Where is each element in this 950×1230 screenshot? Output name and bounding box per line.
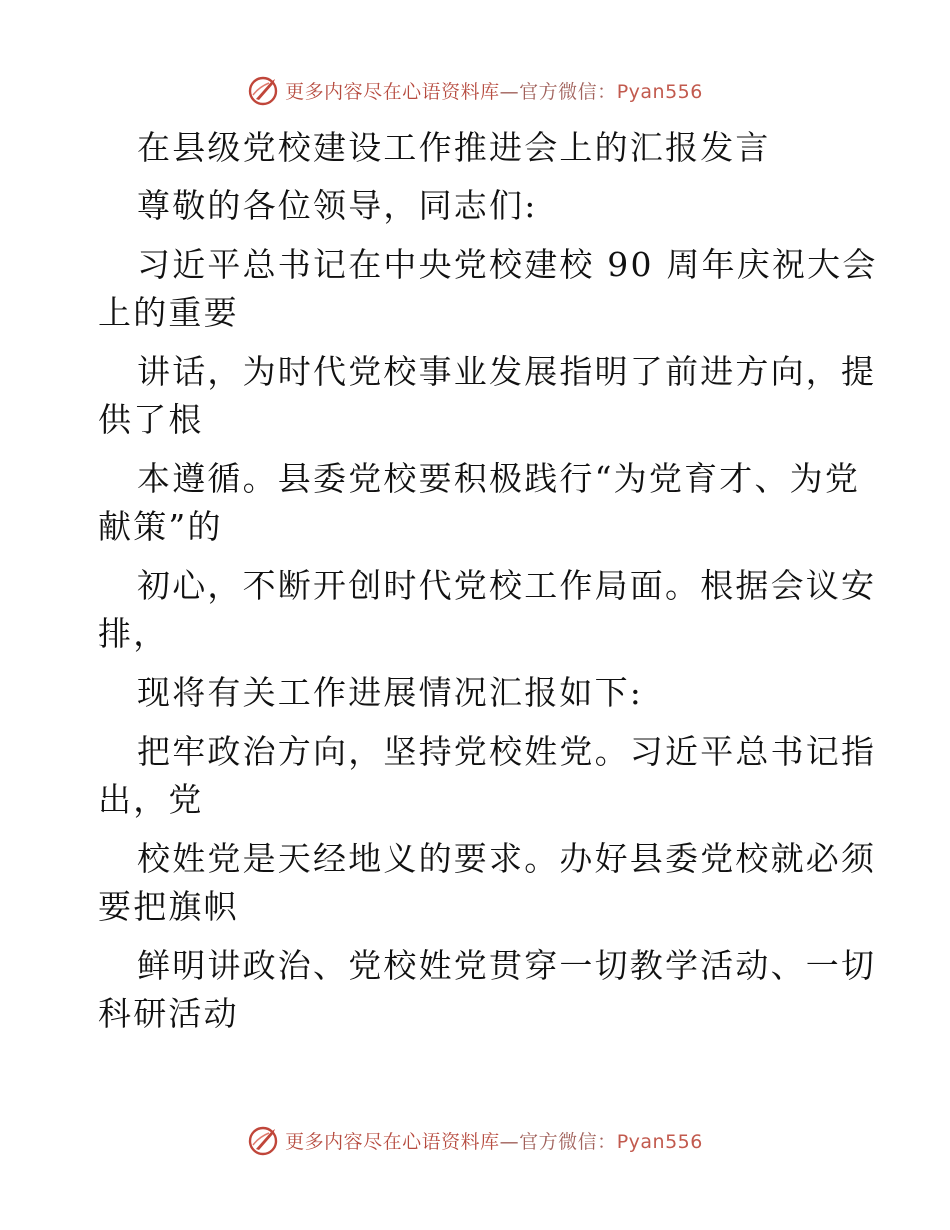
paragraph-line: 本遵循。县委党校要积极践行“为党育才、为党 xyxy=(137,459,861,498)
watermark-text: 更多内容尽在心语资料库—官方微信：Pyan556 xyxy=(285,80,703,103)
paragraph-line: 把牢政治方向，坚持党校姓党。习近平总书记指 xyxy=(137,732,877,771)
paragraph-line: 讲话，为时代党校事业发展指明了前进方向，提 xyxy=(137,352,877,391)
paragraph-line: 初心，不断开创时代党校工作局面。根据会议安 xyxy=(137,566,877,605)
quill-pen-logo-icon xyxy=(247,1123,281,1157)
paragraph-line: 现将有关工作进展情况汇报如下: xyxy=(137,673,644,712)
paragraph-line: 鲜明讲政治、党校姓党贯穿一切教学活动、一切 xyxy=(137,946,877,985)
paragraph-line: 出，党 xyxy=(98,780,204,819)
footer-watermark xyxy=(0,1120,950,1160)
salutation: 尊敬的各位领导，同志们: xyxy=(137,186,538,225)
paragraph-line: 习近平总书记在中央党校建校 90 周年庆祝大会 xyxy=(137,245,878,284)
paragraph-line: 校姓党是天经地义的要求。办好县委党校就必须 xyxy=(137,839,877,878)
watermark-text: 更多内容尽在心语资料库—官方微信：Pyan556 xyxy=(285,1130,703,1153)
paragraph-line: 献策”的 xyxy=(98,507,223,546)
document-title: 在县级党校建设工作推进会上的汇报发言 xyxy=(137,128,771,167)
paragraph-line: 上的重要 xyxy=(98,293,239,332)
paragraph-line: 供了根 xyxy=(98,400,204,439)
header-watermark xyxy=(0,70,950,110)
paragraph-line: 科研活动 xyxy=(98,994,239,1033)
document-body xyxy=(98,124,878,1038)
quill-pen-logo-icon xyxy=(247,73,281,107)
paragraph-line: 要把旗帜 xyxy=(98,887,239,926)
paragraph-line: 排， xyxy=(98,614,169,653)
